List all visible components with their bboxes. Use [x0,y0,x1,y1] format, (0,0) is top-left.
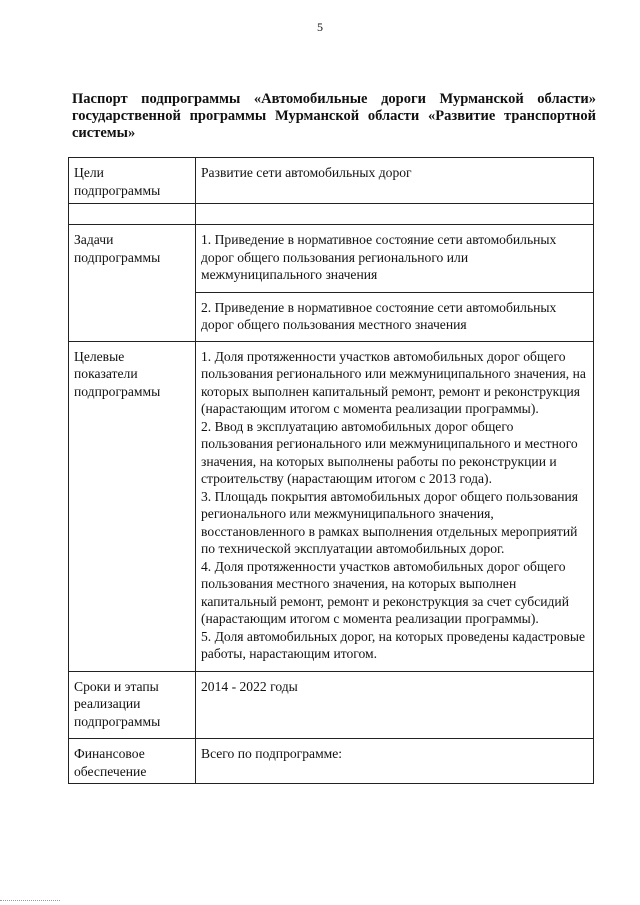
table-gap-row [69,204,594,225]
terms-label: Сроки и этапы реализации подпрограммы [69,671,196,739]
task-item: 1. Приведение в нормативное состояние сети автомобильных дорог общего пользования регионального или межмуниципального значения [196,225,594,293]
passport-table [68,157,594,784]
table-row-goals [69,158,594,204]
indicators-label: Целевые показатели подпрограммы [69,341,196,671]
table-row-tasks-1 [69,225,594,293]
indicator-item: 4. Доля протяженности участков автомобильных дорог общего пользования местного значения, на которых выполнен капитальный ремонт, ремонт и реконструкция за счет субсидий (нарастающим итогом с момента реализации программы). [201,558,569,626]
table-row-terms [69,671,594,739]
tasks-label: Задачи подпрограммы [69,225,196,342]
indicator-item: 5. Доля автомобильных дорог, на которых проведены кадастровые работы, нарастающим итогом. [201,628,586,661]
scan-artifact [0,900,60,903]
indicator-item: 2. Ввод в эксплуатацию автомобильных дорог общего пользования регионального или межмуниципального и местного значения, на которых выполнены работы по реконструкции и строительству (нарастающим итогом с 2013 года). [201,418,578,486]
table-row-finance [69,739,594,784]
gap-cell [69,204,196,225]
gap-cell [196,204,594,225]
terms-value: 2014 - 2022 годы [196,671,594,739]
task-item: 2. Приведение в нормативное состояние сети автомобильных дорог общего пользования местного значения [196,292,594,341]
page-number: 5 [317,20,323,34]
indicator-item: 3. Площадь покрытия автомобильных дорог общего пользования регионального или межмуниципального значения, восстановленного в рамках выполнения отдельных мероприятий по технической эксплуатации автомобильных дорог. [201,488,579,556]
goals-value: Развитие сети автомобильных дорог [196,158,594,204]
finance-label: Финансовое обеспечение [69,739,196,784]
document-title: Паспорт подпрограммы «Автомобильные дороги Мурманской области» государственной программы Мурманской области «Развитие транспортной системы» [72,91,596,141]
table-row-indicators [69,341,594,671]
goals-label: Цели подпрограммы [69,158,196,204]
finance-value: Всего по подпрограмме: [196,739,594,784]
indicator-item: 1. Доля протяженности участков автомобильных дорог общего пользования регионального или межмуниципального значения, на которых выполнен капитальный ремонт, ремонт и реконструкция (нарастающим итогом с момента реализации программы). [201,348,586,416]
indicators-value [196,341,594,671]
